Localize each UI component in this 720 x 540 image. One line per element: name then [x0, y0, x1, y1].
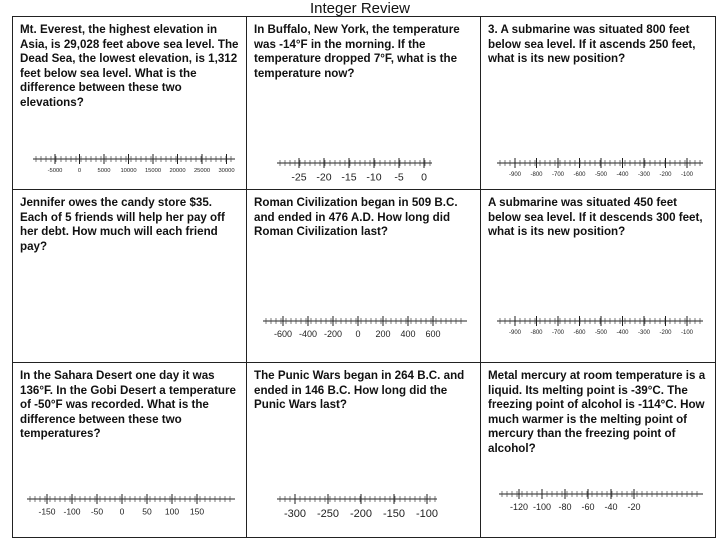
problem-cell-deserts — [13, 363, 247, 537]
number-line-label: -20 — [316, 171, 332, 184]
number-line — [481, 311, 715, 351]
problem-text: 3. A submarine was situated 800 feet below sea level. If it ascends 250 feet, what is its new position? — [488, 23, 696, 66]
number-line-label: -40 — [604, 502, 618, 512]
number-line — [247, 489, 481, 529]
number-line — [13, 149, 247, 189]
problem-grid — [12, 16, 716, 538]
number-line-label: 10000 — [120, 167, 137, 174]
number-line-label: -25 — [291, 171, 307, 184]
problem-cell-buffalo — [247, 17, 481, 190]
number-line-label: -60 — [581, 502, 595, 512]
number-line-label: -15 — [341, 171, 357, 184]
problem-text: A submarine was situated 450 feet below sea level. If it descends 300 feet, what is its new position? — [488, 196, 703, 239]
number-line-label: 5000 — [97, 167, 111, 174]
problem-text: Roman Civilization began in 509 B.C. and ended in 476 A.D. How long did Roman Civilization last? — [254, 196, 458, 239]
number-line-label: -700 — [551, 172, 565, 178]
problem-text: Jennifer owes the candy store $35. Each of 5 friends will help her pay off her debt. How much will each friend pay? — [20, 196, 225, 253]
number-line — [481, 484, 715, 524]
number-line-label: -900 — [508, 172, 522, 178]
number-line-label: 400 — [400, 329, 416, 339]
problem-cell-everest — [13, 17, 247, 190]
number-line-label: -700 — [551, 330, 565, 336]
number-line-label: 150 — [189, 506, 205, 517]
number-line — [481, 153, 715, 190]
problem-cell-roman-civilization — [247, 190, 481, 363]
number-line-label: -100 — [680, 330, 694, 336]
number-line-label: 20000 — [169, 167, 186, 174]
number-line-label: -400 — [298, 329, 318, 339]
problem-text: The Punic Wars began in 264 B.C. and ended in 146 B.C. How long did the Punic Wars last? — [254, 369, 465, 412]
problem-cell-punic-wars — [247, 363, 481, 537]
number-line-label: 25000 — [193, 167, 211, 174]
number-line-label: -400 — [616, 330, 629, 336]
number-line-label: -200 — [323, 329, 343, 339]
number-line-label: -500 — [594, 172, 608, 178]
number-line-label: -800 — [530, 172, 543, 178]
number-line-label: -300 — [637, 330, 651, 336]
number-line-label: -20 — [627, 502, 641, 512]
problem-cell-submarine-ascends — [481, 17, 715, 190]
number-line-label: 100 — [164, 506, 180, 517]
number-line-label: 50 — [142, 506, 152, 517]
number-line-label: -200 — [349, 508, 373, 520]
number-line-label: -50 — [90, 506, 104, 517]
problem-text: Metal mercury at room temperature is a liquid. Its melting point is -39°C. The freezing point of alcohol is -114°C. How much warmer is the melting point of mercury than the freezing point of alcohol? — [488, 369, 706, 455]
number-line-label: 15000 — [144, 167, 162, 174]
number-line-label: 30000 — [218, 167, 235, 174]
problem-cell-mercury-alcohol — [481, 363, 715, 537]
number-line-label: 0 — [355, 329, 361, 339]
number-line-label: 0 — [119, 506, 125, 517]
number-line-label: -250 — [316, 508, 340, 520]
number-line-label: -600 — [573, 172, 586, 178]
number-line-label: -10 — [366, 171, 382, 184]
number-line-label: -200 — [659, 172, 672, 178]
problem-cell-candy-store — [13, 190, 247, 363]
number-line-label: -600 — [273, 329, 293, 339]
number-line-label: -300 — [637, 172, 651, 178]
number-line-label: -800 — [530, 330, 543, 336]
problem-cell-submarine-descends — [481, 190, 715, 363]
number-line-label: -5000 — [47, 167, 63, 174]
number-line-label: -100 — [63, 506, 81, 517]
problem-text: Mt. Everest, the highest elevation in Asia, is 29,028 feet above sea level. The Dead Sea, the lowest elevation, is 1,312 feet below sea level. What is the difference between these two elevations? — [20, 23, 239, 109]
number-line-label: -150 — [382, 508, 406, 520]
number-line — [247, 153, 481, 190]
number-line-label: -100 — [415, 508, 439, 520]
number-line-label: -120 — [509, 502, 529, 512]
number-line-label: 0 — [421, 171, 427, 184]
problem-text: In Buffalo, New York, the temperature was -14°F in the morning. If the temperature dropped 7°F, what is the temperature now? — [254, 23, 460, 80]
page-title: Integer Review — [309, 0, 411, 17]
number-line-label: -200 — [659, 330, 672, 336]
number-line-label: -80 — [558, 502, 572, 512]
number-line — [247, 311, 481, 351]
number-line — [13, 489, 247, 529]
number-line-label: -600 — [573, 330, 586, 336]
number-line-label: -500 — [594, 330, 608, 336]
number-line-label: -150 — [38, 506, 56, 517]
problem-text: In the Sahara Desert one day it was 136°F. In the Gobi Desert a temperature of -50°F was recorded. What is the difference between these two temperatures? — [20, 369, 236, 441]
number-line-label: 600 — [425, 329, 441, 339]
number-line-label: -300 — [283, 508, 307, 520]
number-line-label: -400 — [616, 172, 629, 178]
number-line-label: -900 — [508, 330, 522, 336]
number-line-label: 0 — [77, 167, 82, 174]
number-line-label: -100 — [680, 172, 694, 178]
number-line-label: -100 — [532, 502, 552, 512]
number-line-label: 200 — [375, 329, 391, 339]
number-line-label: -5 — [394, 171, 404, 184]
